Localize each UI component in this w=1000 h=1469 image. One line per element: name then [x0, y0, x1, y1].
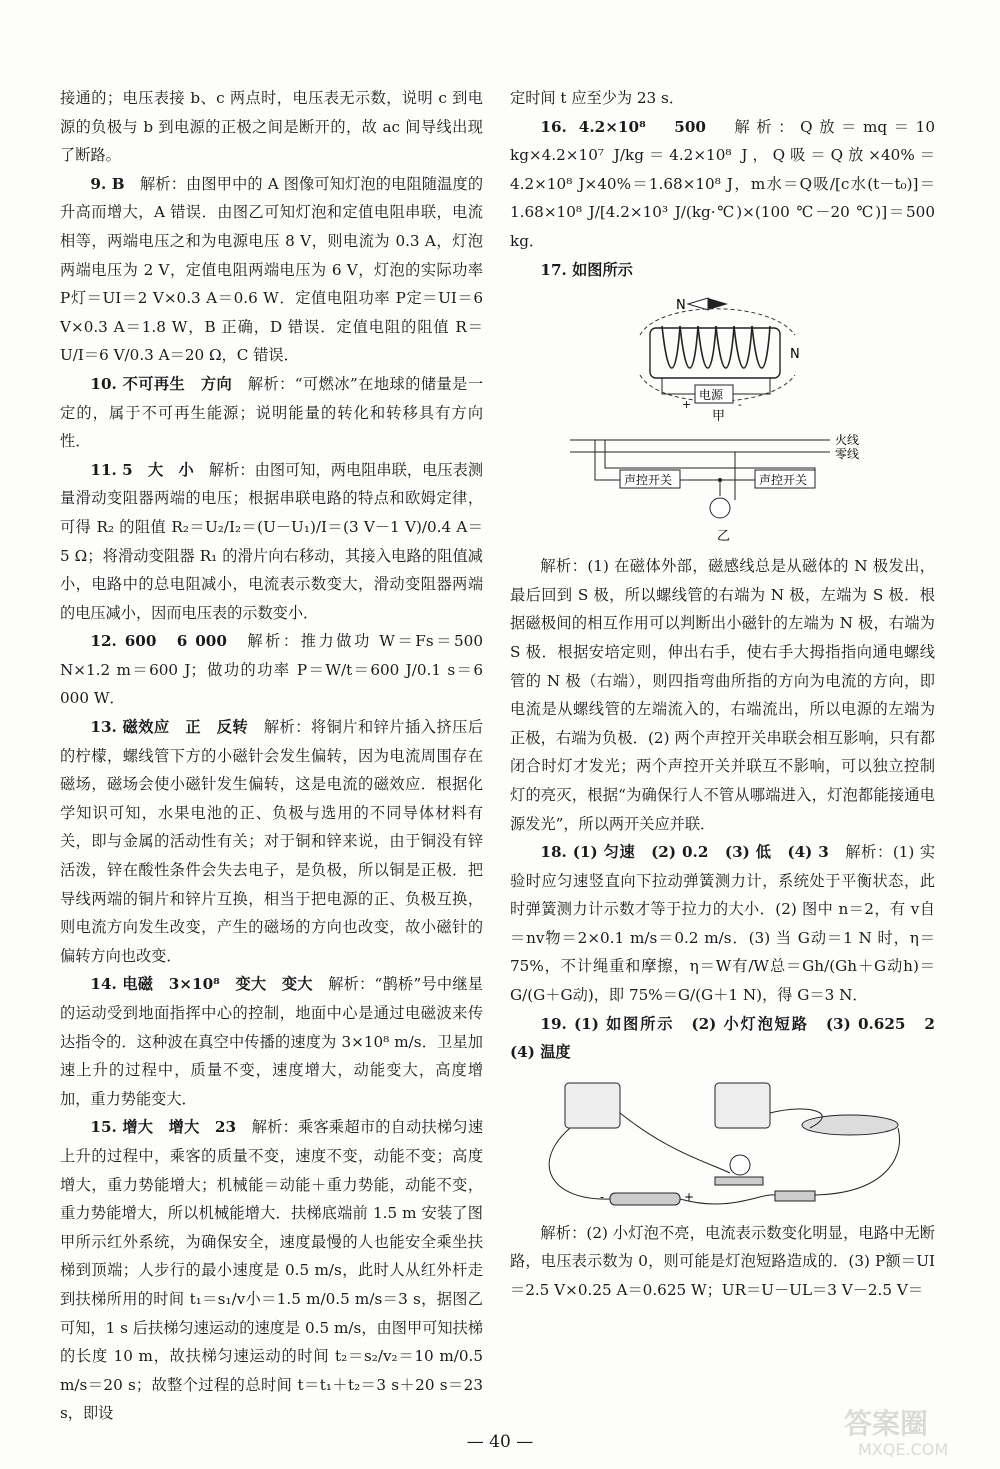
sound-switch-circuit [510, 428, 935, 546]
answer-14: 14. 电磁 3×10⁸ 变大 变大 解析：“鹊桥”号中继星的运动受到地面指挥中心的控制，地面中心是通过电磁波来传达指令的．这种波在真空中传播的速度为 3×10⁸ m/s．卫星加速上升的过程中，质量不变，速度增大，动能变大，高度增加，重力势能变大． [60, 975, 484, 1108]
lamp-experiment-diagram [510, 1073, 935, 1213]
answer-16: 16. 4.2×10⁸ 500 解析：Q放＝mq＝10 kg×4.2×10⁷ J/kg＝4.2×10⁸ J，Q吸＝Q放×40%＝4.2×10⁸ J×40%＝1.68×10⁸ J，m水＝Q吸/[c水(t－t₀)]＝1.68×10⁸ J/[4.2×10³ J/(kg·℃)×(100 ℃－20 ℃)]＝500 kg． [510, 117, 935, 250]
coil-n-label: N [790, 347, 800, 363]
answer-13: 13. 磁效应 正 反转 解析：将铜片和锌片插入挤压后的柠檬，螺线管下方的小磁针会发生偏转，因为电流周围存在磁场，磁场会使小磁针发生偏转，这是电流的磁效应．根据化学知识可知，水果电池的正、负极与选用的不同导体材料有关，即与金属的活动性有关；对于铜和锌来说，由于铜没有锌活泼，锌在酸性条件会失去电子，是负极，所以铜是正极．把导线两端的铜片和锌片互换，相当于把电源的正、负极互换，则电流方向发生改变，产生的磁场的方向也改变，故小磁针的偏转方向也改变． [60, 718, 484, 965]
watermark-line2: MXQE.COM [858, 1440, 949, 1459]
answer-12: 12. 600 6 000 解析：推力做功 W＝Fs＝500 N×1.2 m＝600 J；做功的功率 P＝W/t＝600 J/0.1 s＝6 000 W． [60, 632, 483, 708]
answer-19: 19. (1) 如图所示 (2) 小灯泡短路 (3) 0.625 2 (4) 温度 [510, 1014, 951, 1062]
solenoid-diagram [510, 290, 935, 422]
watermark-line1: 答案圈 [844, 1407, 929, 1440]
figure-17-circuit [510, 428, 935, 546]
figure-17-solenoid [510, 290, 935, 422]
lamp-bulb [710, 498, 730, 518]
svg-text:-: - [600, 1189, 605, 1204]
analysis-19: 解析：(2) 小灯泡不亮，电流表示数变化明显，电路中无断路，电压表示数为 0，则可能是灯泡短路造成的．(3) P额＝UI＝2.5 V×0.25 A＝0.625 W；UR＝U－UL＝3 V－2.5 V＝ [510, 1223, 935, 1300]
switch-right-label: 声控开关 [759, 473, 808, 488]
paragraph-continuation: 接通的；电压表接 b、c 两点时，电压表无示数，说明 c 到电源的负极与 b 到电源的正极之间是断开的，故 ac 间导线出现了断路。 [60, 89, 483, 165]
switch-icon [775, 1191, 815, 1201]
watermark-logo [838, 1399, 986, 1461]
voltmeter [715, 1083, 770, 1128]
rheostat [802, 1115, 898, 1135]
compass-n-label: N [676, 298, 686, 314]
left-column [60, 84, 483, 1428]
fig-caption-b: 乙 [717, 529, 731, 545]
ammeter [565, 1083, 620, 1128]
switch-left-label: 声控开关 [624, 473, 673, 488]
neutral-wire-label: 零线 [835, 447, 860, 462]
compass-needle-north [688, 298, 708, 310]
figure-19-circuit [510, 1073, 935, 1213]
solenoid-coil [662, 326, 770, 368]
answer-15: 15. 增大 增大 23 解析：乘客乘超市的自动扶梯匀速上升的过程中，乘客的质量不变，速度不变，动能不变；高度增大，重力势能增大；机械能＝动能＋重力势能，动能不变，重力势能增大，所以机械能增大．扶梯底端前 1.5 m 安装了图甲所示红外系统，为确保安全，速度最慢的人也能安全乘坐扶梯到顶端；人步行的最小速度是 0.5 m/s，此时人从红外杆走到扶梯所用的时间 t₁＝s₁/v小＝1.5 m/0.5 m/s＝3 s，据图乙可知，1 s 后扶梯匀速运动的速度是 0.5 m/s，由图甲可知扶梯的长度 10 m，故扶梯匀速运动的时间 t₂＝s₂/v₂＝10 m/0.5 m/s＝20 s；故整个过程的总时间 t＝t₁＋t₂＝3 s＋20 s＝23 s，即设 [60, 1118, 484, 1423]
plus-sign: + [682, 398, 692, 412]
fig-caption-a: 甲 [712, 409, 726, 423]
answer-10: 10. 不可再生 方向 解析：“可燃冰”在地球的储量是一定的，属于不可再生能源；说明能量的转化和转移具有方向性． [60, 374, 484, 451]
right-column [510, 84, 951, 1305]
compass-needle-south [708, 298, 728, 310]
answer-18: 18. (1) 匀速 (2) 0.2 (3) 低 (4) 3 解析：(1) 实验时应匀速竖直向下拉动弹簧测力计，系统处于平衡状态，此时弹簧测力计示数才等于拉力的大小．(2) 图中 n＝2，有 v自＝nv物＝2×0.1 m/s＝0.2 m/s．(3) 当 G动＝1 N 时，η＝75%，不计绳重和摩擦，η＝W有/W总＝Gh/(Gh＋G动h)＝G/(G＋G动)，即 75%＝G/(G＋1 N)，得 G＝3 N． [510, 843, 936, 1005]
answer-9: 9. B 解析：由图甲中的 A 图像可知灯泡的电阻随温度的升高而增大，A 错误．由图乙可知灯泡和定值电阻串联，电流相等，两端电压之和为电源电压 8 V，则电流为 0.3 A，灯泡两端电压为 2 V，定值电阻两端电压为 6 V，灯泡的实际功率 P灯＝UI＝2 V×0.3 A＝0.6 W．定值电阻功率 P定＝UI＝6 V×0.3 A＝1.8 W，B 正确，D 错误．定值电阻的阻值 R＝U/I＝6 V/0.3 A＝20 Ω，C 错误． [60, 174, 484, 365]
analysis-17: 解析：(1) 在磁体外部，磁感线总是从磁体的 N 极发出，最后回到 S 极，所以螺线管的右端为 N 极，左端为 S 极．根据磁极间的相互作用可以判断出小磁针的左端为 N 极，右端为 S 极．根据安培定则，伸出右手，使右手大拇指指向通电螺线管的 N 极（右端），则四指弯曲所指的方向为电流的方向，即电流是从螺线管的左端流入的，右端流出，所以电源的左端为正极，右端为负极．(2) 两个声控开关串联会相互影响，只有都闭合时灯才发光；两个声控开关并联互不影响，可以独立控制灯的亮灭，根据“为确保行人不管从哪端进入，灯泡都能接通电源发光”，所以两开关应并联． [510, 557, 935, 833]
power-label: 电源 [699, 388, 724, 403]
battery-icon [610, 1193, 680, 1205]
page-number: — 40 — [466, 1432, 534, 1452]
live-wire-label: 火线 [835, 433, 860, 448]
svg-text:+: + [684, 1189, 695, 1204]
minus-sign: - [738, 398, 742, 412]
paragraph-continuation-2: 定时间 t 应至少为 23 s． [510, 89, 685, 107]
lamp-icon [730, 1155, 750, 1175]
answer-11: 11. 5 大 小 解析：由图可知，两电阻串联，电压表测量滑动变阻器两端的电压；根据串联电路的特点和欧姆定律，可得 R₂ 的阻值 R₂＝U₂/I₂＝(U－U₁)/I＝(3 V－1 V)/0.4 A＝5 Ω；将滑动变阻器 R₁ 的滑片向右移动，其接入电路的阻值减小，电路中的总电阻减小，电流表示数变大，滑动变阻器两端的电压减小，因而电压表的示数变小． [60, 460, 484, 622]
answer-17: 17. 如图所示 [540, 260, 633, 279]
